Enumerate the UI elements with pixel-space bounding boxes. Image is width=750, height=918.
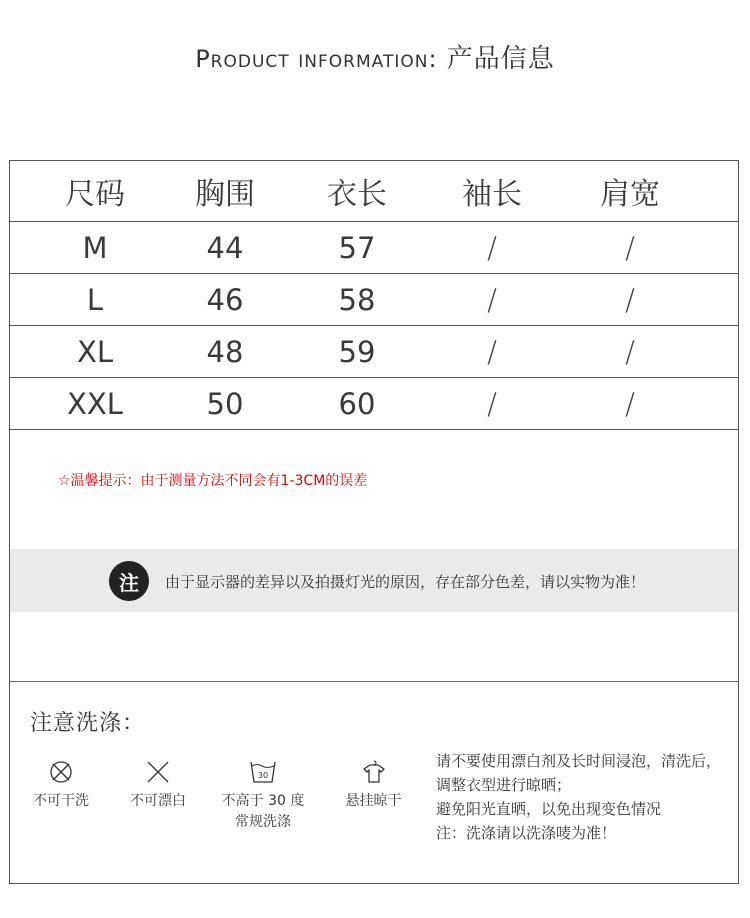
no-dry-clean-icon (48, 759, 74, 785)
care-label: 不可漂白 (130, 793, 186, 809)
table-header-row (10, 161, 738, 222)
notice-text: 由于显示器的差异以及拍摄灯光的原因，存在部分色差，请以实物为准！ (165, 573, 646, 591)
page-title (0, 38, 750, 75)
wash-note-line: 避免阳光直晒，以免出现变色情况 (436, 800, 662, 818)
cell-size: XXL (67, 386, 123, 421)
header-shoulder: 肩宽 (600, 177, 660, 212)
wash-notes (436, 749, 721, 845)
cell-chest: 50 (206, 386, 244, 421)
care-item-no-bleach (123, 759, 193, 812)
care-label: 悬挂晾干 (345, 793, 402, 809)
cell-sleeve: / (487, 334, 497, 369)
section-divider (10, 681, 738, 682)
wash-30-icon (249, 759, 277, 785)
notice-badge: 注 (109, 561, 149, 601)
page-title-en: Product information: (195, 45, 438, 73)
cell-shoulder: / (625, 334, 635, 369)
cell-shoulder: / (625, 230, 635, 265)
size-table (10, 161, 738, 430)
care-label: 不高于 30 度 (221, 793, 305, 809)
cell-length: 57 (338, 230, 376, 265)
care-item-wash-30 (213, 759, 313, 833)
care-item-hang-dry (336, 759, 411, 812)
header-chest: 胸围 (195, 177, 255, 212)
wash-note-line: 请不要使用漂白剂及长时间浸泡，清洗后， (436, 752, 722, 770)
wash-temp-label: 30 (257, 771, 269, 780)
care-label-2: 常规洗涤 (235, 814, 291, 830)
no-bleach-icon (145, 759, 171, 785)
header-sleeve: 袖长 (462, 177, 522, 212)
page-title-cn: 产品信息 (446, 44, 555, 74)
cell-sleeve: / (487, 230, 497, 265)
cell-length: 60 (338, 386, 376, 421)
cell-size: M (82, 230, 108, 265)
wash-title: 注意洗涤： (30, 711, 146, 736)
measurement-tip: ☆温馨提示：由于测量方法不同会有1-3CM的误差 (58, 473, 368, 489)
cell-shoulder: / (625, 282, 635, 317)
header-size: 尺码 (65, 177, 125, 212)
hang-dry-icon (361, 759, 387, 785)
table-row (10, 274, 738, 326)
cell-shoulder: / (625, 386, 635, 421)
cell-size: XL (76, 334, 114, 369)
table-row (10, 378, 738, 430)
header-length: 衣长 (327, 177, 387, 212)
product-info-frame (9, 160, 739, 884)
cell-length: 58 (338, 282, 376, 317)
cell-sleeve: / (487, 282, 497, 317)
wash-note-line: 注：洗涤请以洗涤唛为准！ (436, 824, 617, 842)
cell-chest: 46 (206, 282, 244, 317)
care-label: 不可干洗 (33, 793, 89, 809)
table-row (10, 326, 738, 378)
wash-note-line: 调整衣型进行晾晒； (436, 776, 572, 794)
cell-size: L (86, 282, 104, 317)
cell-chest: 44 (206, 230, 244, 265)
table-row (10, 222, 738, 274)
color-notice-band (10, 549, 738, 612)
cell-chest: 48 (206, 334, 244, 369)
care-item-no-dry-clean (26, 759, 96, 812)
cell-length: 59 (338, 334, 376, 369)
cell-sleeve: / (487, 386, 497, 421)
